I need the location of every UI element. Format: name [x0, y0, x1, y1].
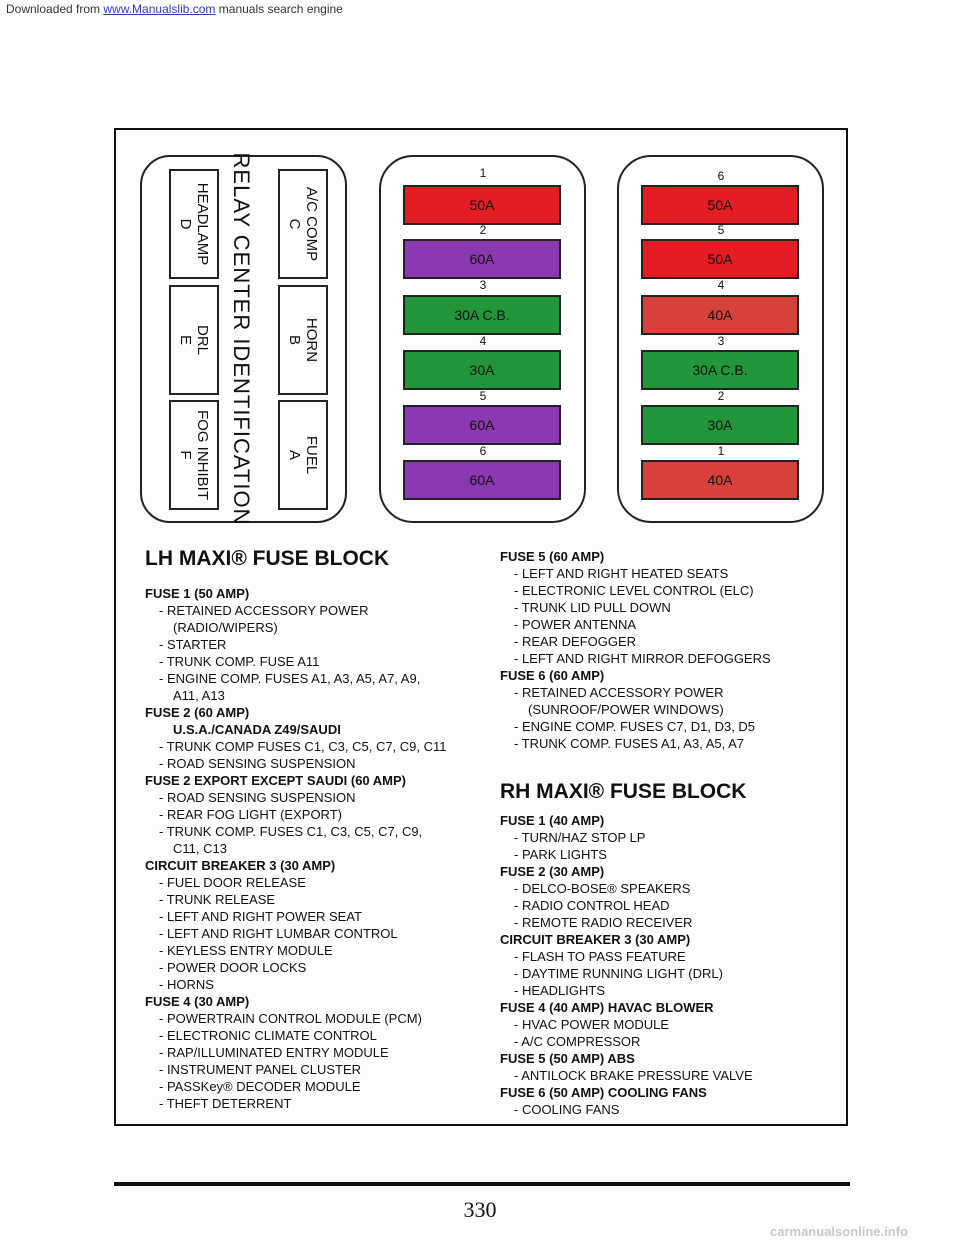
rh-fuse-4: 40A [641, 295, 799, 335]
rh-fuse-number: 1 [717, 444, 725, 458]
lh-fuse-2: 60A [403, 239, 561, 279]
lh-fuse-6: 60A [403, 460, 561, 500]
rh-fuse-block-heading: RH MAXI® FUSE BLOCK [500, 780, 747, 803]
fuse-entry-item: - FLASH TO PASS FEATURE [514, 949, 686, 964]
fuse-entry-item: - POWER ANTENNA [514, 617, 637, 632]
fuse-entry-item: - KEYLESS ENTRY MODULE [159, 943, 333, 958]
fuse-entry-item: U.S.A./CANADA Z49/SAUDI [173, 722, 341, 737]
fuse-entry-item: - INSTRUMENT PANEL CLUSTER [159, 1062, 362, 1077]
fuse-entry-item: - PARK LIGHTS [514, 847, 607, 862]
fuse-entry-item: - DAYTIME RUNNING LIGHT (DRL) [514, 966, 723, 981]
lh-fuse-number: 4 [479, 334, 487, 348]
fuse-entry-item: - TRUNK COMP. FUSE A11 [159, 654, 320, 669]
rh-fuse-number: 2 [717, 389, 725, 403]
lh-fuse-5: 60A [403, 405, 561, 445]
relay-a-label: FUEL A [286, 435, 320, 475]
lh-fuse-4: 30A [403, 350, 561, 390]
lh-fuse-number: 3 [479, 278, 487, 292]
fuse-entry-item: (SUNROOF/POWER WINDOWS) [528, 702, 724, 717]
fuse-entry-title: FUSE 5 (50 AMP) ABS [500, 1051, 635, 1066]
rh-fuse-1: 40A [641, 460, 799, 500]
lh-fuse-list-continued [500, 548, 830, 752]
fuse-entry-item: - TRUNK LID PULL DOWN [514, 600, 671, 615]
fuse-entry-item: - ANTILOCK BRAKE PRESSURE VALVE [514, 1068, 753, 1083]
fuse-entry-item: - REMOTE RADIO RECEIVER [514, 915, 693, 930]
relay-b [278, 285, 328, 395]
relay-b-label: HORN B [286, 317, 320, 363]
relay-c-label: A/C COMP C [286, 186, 320, 262]
lh-fuse-number: 6 [479, 444, 487, 458]
rh-fuse-6: 50A [641, 185, 799, 225]
fuse-entry-item: - TRUNK COMP FUSES C1, C3, C5, C7, C9, C11 [159, 739, 447, 754]
fuse-entry-item: - REAR DEFOGGER [514, 634, 637, 649]
fuse-entry-title: CIRCUIT BREAKER 3 (30 AMP) [145, 858, 336, 873]
footer-rule [114, 1182, 850, 1186]
fuse-entry-title: FUSE 4 (40 AMP) HAVAC BLOWER [500, 1000, 714, 1015]
lh-fuse-3: 30A C.B. [403, 295, 561, 335]
fuse-entry-item: - PASSKey® DECODER MODULE [159, 1079, 361, 1094]
lh-fuse-list [145, 585, 485, 1112]
fuse-entry-item: - FUEL DOOR RELEASE [159, 875, 306, 890]
rh-fuse-number: 4 [717, 278, 725, 292]
relay-a [278, 400, 328, 510]
lh-fuse-block-diagram [379, 155, 586, 523]
fuse-entry-item: - ENGINE COMP. FUSES C7, D1, D3, D5 [514, 719, 756, 734]
fuse-entry-item: - POWER DOOR LOCKS [159, 960, 307, 975]
fuse-entry-item: C11, C13 [173, 841, 227, 856]
fuse-entry-title: FUSE 2 (30 AMP) [500, 864, 605, 879]
fuse-entry-title: FUSE 2 (60 AMP) [145, 705, 250, 720]
fuse-entry-item: - TRUNK RELEASE [159, 892, 276, 907]
fuse-entry-item: - RETAINED ACCESSORY POWER [514, 685, 724, 700]
fuse-entry-item: - THEFT DETERRENT [159, 1096, 292, 1111]
relay-center-title: RELAY CENTER IDENTIFICATION [229, 152, 254, 526]
fuse-entry-item: - RADIO CONTROL HEAD [514, 898, 670, 913]
lh-fuse-1: 50A [403, 185, 561, 225]
lh-fuse-number: 2 [479, 223, 487, 237]
rh-fuse-list [500, 812, 830, 1118]
relay-d-label: HEADLAMP D [177, 182, 211, 266]
fuse-entry-title: FUSE 5 (60 AMP) [500, 549, 605, 564]
relay-f-label: FOG INHIBIT F [177, 410, 211, 500]
rh-fuse-number: 5 [717, 223, 725, 237]
fuse-entry-item: (RADIO/WIPERS) [173, 620, 278, 635]
relay-e [169, 285, 219, 395]
rh-fuse-number: 6 [717, 169, 725, 183]
fuse-entry-item: - HVAC POWER MODULE [514, 1017, 670, 1032]
fuse-entry-title: FUSE 1 (50 AMP) [145, 586, 250, 601]
relay-f [169, 400, 219, 510]
fuse-entry-item: - ROAD SENSING SUSPENSION [159, 756, 356, 771]
lh-fuse-number: 5 [479, 389, 487, 403]
relay-d [169, 169, 219, 279]
fuse-entry-item: - STARTER [159, 637, 227, 652]
fuse-entry-item: - ROAD SENSING SUSPENSION [159, 790, 356, 805]
fuse-entry-title: FUSE 6 (60 AMP) [500, 668, 605, 683]
relay-e-label: DRL E [177, 324, 211, 356]
rh-fuse-2: 30A [641, 405, 799, 445]
rh-fuse-block-diagram [617, 155, 824, 523]
manualslib-link[interactable]: www.Manualslib.com [103, 2, 216, 16]
fuse-entry-item: - HORNS [159, 977, 214, 992]
fuse-entry-item: - TURN/HAZ STOP LP [514, 830, 646, 845]
fuse-entry-item: - HEADLIGHTS [514, 983, 606, 998]
fuse-entry-item: - TRUNK COMP. FUSES C1, C3, C5, C7, C9, [159, 824, 423, 839]
lh-fuse-number: 1 [479, 166, 487, 180]
fuse-entry-item: - LEFT AND RIGHT MIRROR DEFOGGERS [514, 651, 771, 666]
fuse-entry-item: - REAR FOG LIGHT (EXPORT) [159, 807, 342, 822]
relay-c [278, 169, 328, 279]
download-watermark [6, 2, 343, 16]
fuse-entry-item: - ENGINE COMP. FUSES A1, A3, A5, A7, A9, [159, 671, 421, 686]
fuse-entry-title: FUSE 4 (30 AMP) [145, 994, 250, 1009]
rh-fuse-3: 30A C.B. [641, 350, 799, 390]
fuse-entry-item: - RAP/ILLUMINATED ENTRY MODULE [159, 1045, 389, 1060]
fuse-entry-title: CIRCUIT BREAKER 3 (30 AMP) [500, 932, 691, 947]
fuse-entry-item: - LEFT AND RIGHT LUMBAR CONTROL [159, 926, 398, 941]
bottom-watermark: carmanualsonline.info [770, 1224, 908, 1239]
page-number: 330 [463, 1197, 497, 1222]
fuse-entry-item: - ELECTRONIC CLIMATE CONTROL [159, 1028, 377, 1043]
fuse-entry-item: - ELECTRONIC LEVEL CONTROL (ELC) [514, 583, 754, 598]
fuse-entry-title: FUSE 2 EXPORT EXCEPT SAUDI (60 AMP) [145, 773, 407, 788]
fuse-entry-item: - RETAINED ACCESSORY POWER [159, 603, 369, 618]
fuse-entry-item: A11, A13 [173, 688, 225, 703]
fuse-entry-title: FUSE 1 (40 AMP) [500, 813, 605, 828]
fuse-entry-item: - A/C COMPRESSOR [514, 1034, 641, 1049]
fuse-entry-item: - DELCO-BOSE® SPEAKERS [514, 881, 691, 896]
fuse-entry-item: - LEFT AND RIGHT HEATED SEATS [514, 566, 729, 581]
fuse-entry-item: - POWERTRAIN CONTROL MODULE (PCM) [159, 1011, 422, 1026]
fuse-entry-item: - COOLING FANS [514, 1102, 620, 1117]
rh-fuse-number: 3 [717, 334, 725, 348]
rh-fuse-5: 50A [641, 239, 799, 279]
watermark-suffix: manuals search engine [215, 2, 343, 16]
fuse-entry-item: - TRUNK COMP. FUSES A1, A3, A5, A7 [514, 736, 745, 751]
lh-fuse-block-heading: LH MAXI® FUSE BLOCK [145, 547, 390, 570]
fuse-entry-title: FUSE 6 (50 AMP) COOLING FANS [500, 1085, 707, 1100]
fuse-entry-item: - LEFT AND RIGHT POWER SEAT [159, 909, 362, 924]
watermark-prefix: Downloaded from [6, 2, 104, 16]
